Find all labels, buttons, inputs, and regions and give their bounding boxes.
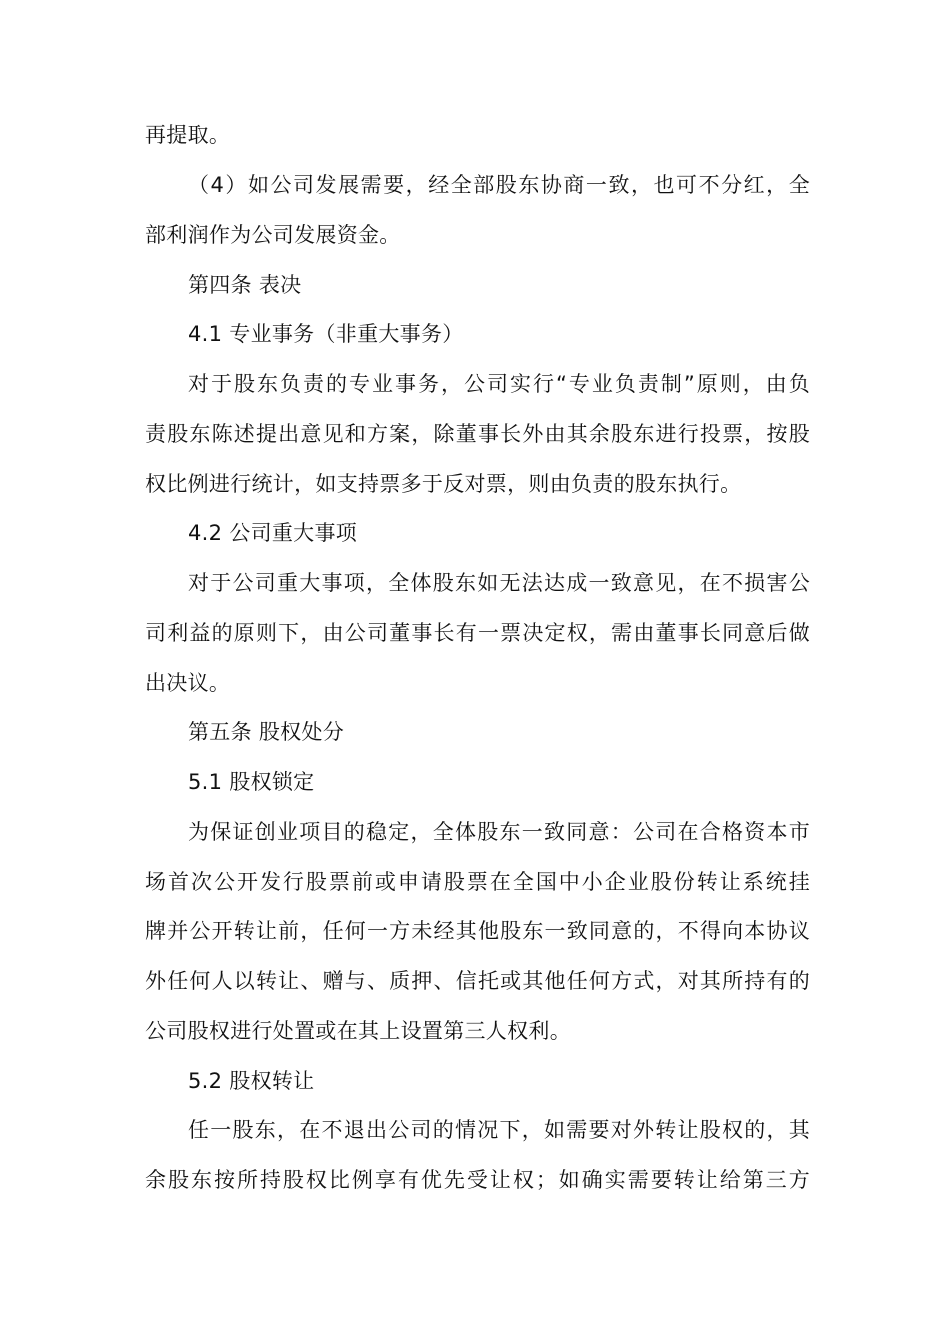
- text-line: 出决议。: [145, 671, 231, 695]
- section-heading: 第四条 表决: [188, 273, 302, 297]
- text-line: 公司股权进行处置或在其上设置第三人权利。: [145, 1019, 571, 1043]
- text-line: 外任何人以转让、赠与、质押、信托或其他任何方式，对其所持有的: [145, 969, 810, 993]
- subsection-heading: 5.2 股权转让: [188, 1069, 315, 1093]
- text-line: 场首次公开发行股票前或申请股票在全国中小企业股份转让系统挂: [145, 870, 810, 894]
- text-line: 对于公司重大事项，全体股东如无法达成一致意见，在不损害公: [188, 571, 810, 595]
- text-line: 权比例进行统计，如支持票多于反对票，则由负责的股东执行。: [145, 472, 742, 496]
- subsection-heading: 4.2 公司重大事项: [188, 521, 358, 545]
- text-line: 余股东按所持股权比例享有优先受让权；如确实需要转让给第三方: [145, 1168, 810, 1192]
- text-line: 部利润作为公司发展资金。: [145, 223, 401, 247]
- text-line: 对于股东负责的专业事务，公司实行“专业负责制”原则，由负: [188, 372, 810, 396]
- subsection-heading: 5.1 股权锁定: [188, 770, 315, 794]
- text-line: 牌并公开转让前，任何一方未经其他股东一致同意的，不得向本协议: [145, 919, 810, 943]
- subsection-heading: 4.1 专业事务（非重大事务）: [188, 322, 464, 346]
- text-line: 为保证创业项目的稳定，全体股东一致同意：公司在合格资本市: [188, 820, 810, 844]
- text-line: （4）如公司发展需要，经全部股东协商一致，也可不分红，全: [188, 173, 810, 197]
- section-heading: 第五条 股权处分: [188, 720, 345, 744]
- text-line: 任一股东，在不退出公司的情况下，如需要对外转让股权的，其: [188, 1118, 810, 1142]
- text-line: 司利益的原则下，由公司董事长有一票决定权，需由董事长同意后做: [145, 621, 810, 645]
- text-line: 责股东陈述提出意见和方案，除董事长外由其余股东进行投票，按股: [145, 422, 810, 446]
- text-line: 再提取。: [145, 123, 231, 147]
